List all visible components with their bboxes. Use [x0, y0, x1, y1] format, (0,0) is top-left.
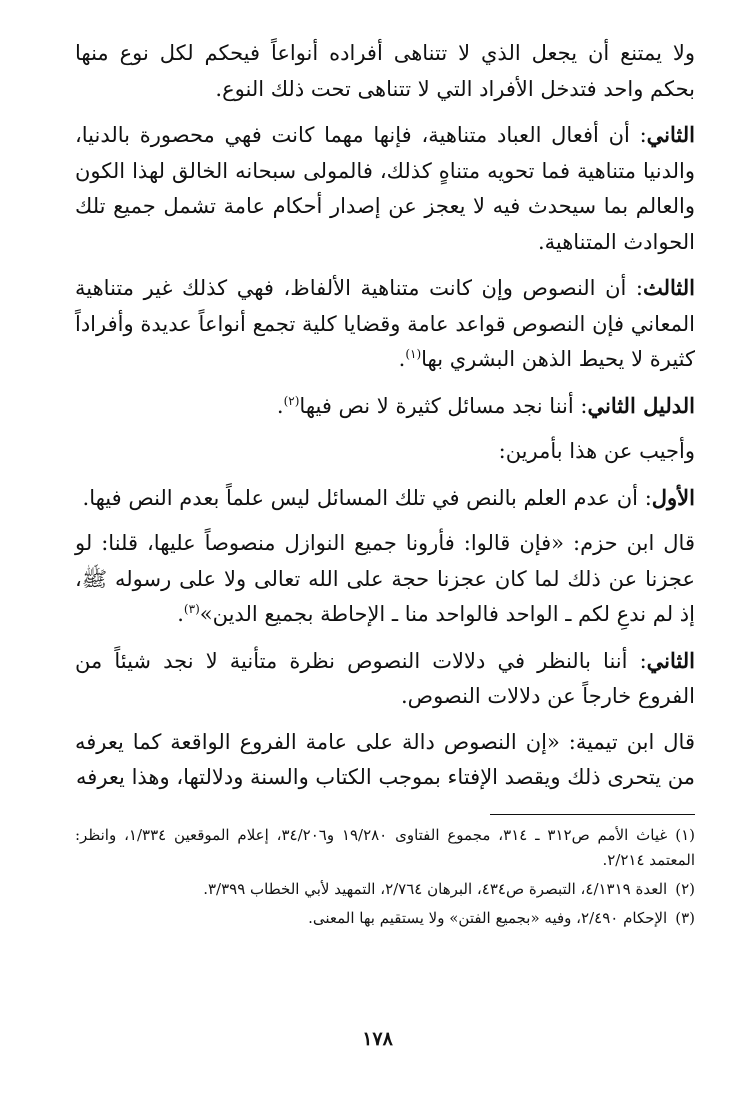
paragraph-4: [75, 388, 695, 425]
footnote-1-number: (١): [675, 825, 695, 844]
footnote-2: [75, 877, 695, 902]
paragraph-3-heading: الثالث: [643, 275, 695, 300]
footnote-ref-3: (٣): [183, 602, 200, 616]
paragraph-2-text: : أن أفعال العباد متناهية، فإنها مهما كانت فهي محصورة بالدنيا، والدنيا متناهية فما تحويه متناهٍ كذلك، فالمولى سبحانه الخالق لهذا الكون والعالم بما سيحدث فيه لا يعجز عن إصدار أحكام عامة تشمل جميع تلك الحوادث المتناهية.: [75, 123, 695, 254]
paragraph-3-text: : أن النصوص وإن كانت متناهية الألفاظ، فهي كذلك غير متناهية المعاني فإن النصوص قواعد عامة وقضايا كلية تجمع أنواعاً عديدة وأفراداً كثيرة لا يحيط الذهن البشري بها: [75, 276, 695, 371]
body-text: [75, 36, 695, 796]
paragraph-8-heading: الثاني: [646, 647, 695, 673]
paragraph-5: [75, 434, 695, 470]
paragraph-9: [75, 725, 695, 796]
paragraph-5-text: وأجيب عن هذا بأمرين:: [498, 439, 695, 463]
paragraph-4-tail: .: [276, 393, 284, 418]
paragraph-6: [75, 480, 695, 517]
paragraph-1: [75, 36, 695, 107]
footnotes: [75, 823, 695, 931]
paragraph-6-heading: الأول: [651, 484, 695, 510]
paragraph-3: [75, 270, 695, 378]
paragraph-4-heading: الدليل الثاني: [587, 392, 695, 418]
footnote-ref-1: (١): [405, 347, 422, 361]
paragraph-4-text: : أننا نجد مسائل كثيرة لا نص فيها: [299, 393, 588, 418]
footnote-1-text: غياث الأمم ص٣١٢ ـ ٣١٤، مجموع الفتاوى ١٩/٢٨٠ و٣٤/٢٠٦، إعلام الموقعين ١/٣٣٤، وانظر: المعتمد ٢/٢١٤.: [75, 825, 695, 869]
paragraph-3-tail: .: [398, 347, 406, 371]
footnote-divider: [490, 814, 695, 815]
paragraph-7: [75, 526, 695, 633]
paragraph-2: [75, 117, 695, 260]
paragraph-2-heading: الثاني: [646, 122, 695, 147]
footnote-3-number: (٣): [675, 908, 695, 927]
paragraph-8: [75, 643, 695, 715]
footnote-3: [75, 906, 695, 931]
paragraph-6-text: : أن عدم العلم بالنص في تلك المسائل ليس علماً بعدم النص فيها.: [82, 485, 652, 510]
footnote-1: [75, 823, 695, 873]
footnote-ref-2: (٢): [283, 393, 300, 408]
paragraph-8-text: : أننا بالنظر في دلالات النصوص نظرة متأنية لا نجد شيئاً من الفروع خارجاً عن دلالات النصوص.: [75, 648, 695, 708]
paragraph-9-text: قال ابن تيمية: «إن النصوص دالة على عامة الفروع الواقعة كما يعرفه من يتحرى ذلك ويقصد الإفتاء بموجب الكتاب والسنة ودلالتها، وهذا يعرفه: [75, 729, 695, 789]
footnote-3-text: الإحكام ٢/٤٩٠، وفيه «بجميع الفتن» ولا يستقيم بها المعنى.: [308, 908, 668, 927]
page-number: ١٧٨: [362, 1028, 393, 1050]
footnote-2-text: العدة ٤/١٣١٩، التبصرة ص٤٣٤، البرهان ٢/٧٦٤، التمهيد لأبي الخطاب ٣/٣٩٩.: [203, 879, 668, 898]
footnote-2-number: (٢): [675, 879, 695, 898]
paragraph-1-text: ولا يمتنع أن يجعل الذي لا تتناهى أفراده أنواعاً فيحكم لكل نوع منها بحكم واحد فتدخل الأفراد التي لا تتناهى تحت ذلك النوع.: [75, 41, 695, 101]
paragraph-7-tail: .: [177, 602, 184, 626]
paragraph-7-text: قال ابن حزم: «فإن قالوا: فأرونا جميع النوازل منصوصاً عليها، قلنا: لو عجزنا عن ذلك لما كان عجزنا حجة على الله تعالى ولا على رسوله ﷺ، إذ لم ندعِ لكم ـ الواحد فالواحد منا ـ الإحاطة بجميع الدين»: [75, 531, 695, 626]
